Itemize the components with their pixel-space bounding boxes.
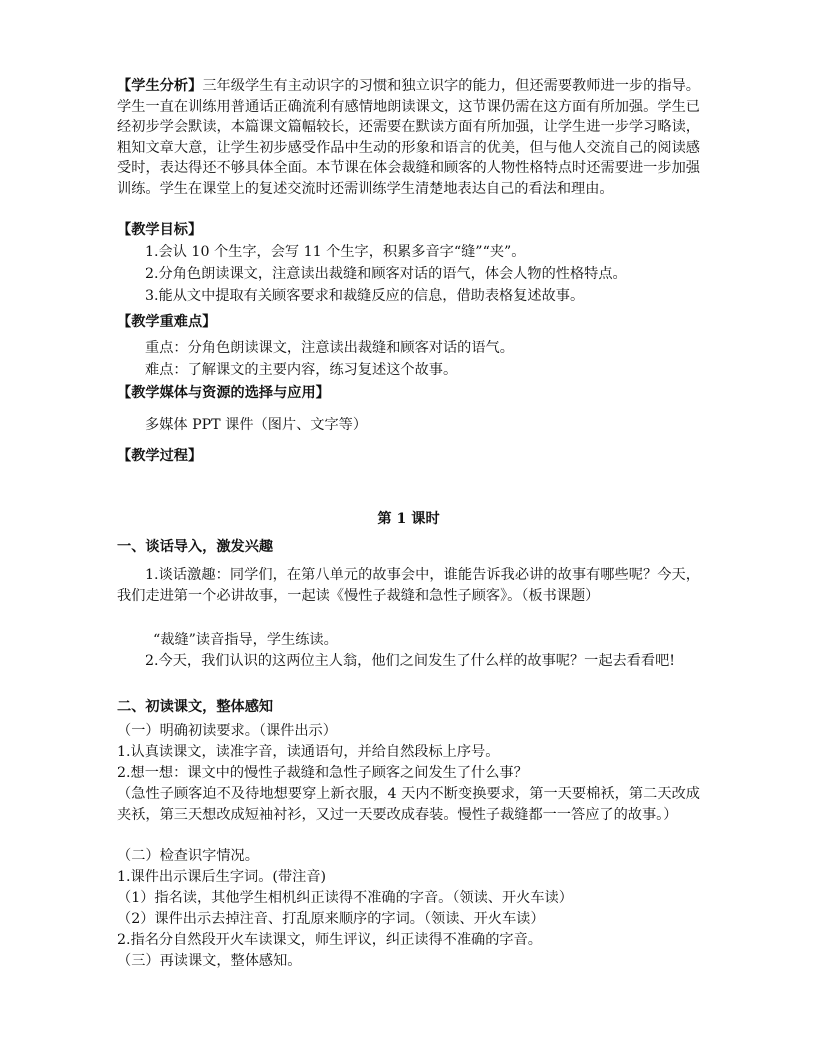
section2-line: 2.指名分自然段开火车读课文，师生评议，纠正读得不准确的字音。 [117,932,542,948]
section1-para2: “裁缝”读音指导，学生练读。 [153,632,338,648]
goals-heading: 【教学目标】 [117,222,203,238]
media-heading: 【教学媒体与资源的选择与应用】 [117,385,330,401]
section2-line: （2）课件出示去掉注音、打乱原来顺序的字词。（领读、开火车读） [117,911,545,927]
section2-line: （一）明确初读要求。（课件出示） [117,723,337,739]
section2-line: 1.认真读课文，读准字音，读通语句，并给自然段标上序号。 [117,744,500,760]
section2-line: 2.想一想：课文中的慢性子裁缝和急性子顾客之间发生了什么事？ [117,765,528,781]
student-analysis-text: 三年级学生有主动识字的习惯和独立识字的能力，但还需要教师进一步的指导。学生一直在训练用普通话正确流利有感情地朗读课文，这节课仍需在这方面有所加强。学生已经初步学会默读，本篇课文篇幅较长，还需要在默读方面有所加强，让学生进一步学习略读，粗知文章大意，让学生初步感受作品中生动的形象和语言的优美，但与他人交流自己的阅读感受时，表达得还不够具体全面。本节课在体会裁缝和顾客的人物性格特点时还需要进一步加强训练。学生在课堂上的复述交流时还需训练学生清楚地表达自己的看法和理由。 [117,78,700,197]
section2-line: （1）指名读，其他学生相机纠正读得不准确的字音。（领读、开火车读） [117,890,573,906]
section2-heading: 二、初读课文，整体感知 [117,699,274,715]
section2-line: 1.课件出示课后生字词。(带注音) [117,869,327,885]
section1-para3: 2.今天，我们认识的这两位主人翁，他们之间发生了什么样的故事呢？一起去看看吧! [145,653,675,669]
goal-item: 2.分角色朗读课文，注意读出裁缝和顾客对话的语气，体会人物的性格特点。 [145,266,627,282]
process-heading: 【教学过程】 [117,448,203,464]
section2-line: （三）再读课文，整体感知。 [117,953,302,969]
section2-line: （二）检查识字情况。 [117,848,259,864]
student-analysis-label: 【学生分析】 [117,78,203,94]
student-analysis [117,76,700,199]
section1-heading: 一、谈话导入，激发兴趣 [117,539,274,555]
keypoints-heading: 【教学重难点】 [117,314,217,330]
goal-item: 3.能从文中提取有关顾客要求和裁缝反应的信息，借助表格复述故事。 [145,288,585,304]
media-text: 多媒体 PPT 课件（图片、文字等） [145,417,368,433]
keypoint-difficult: 难点：了解课文的主要内容，练习复述这个故事。 [145,362,458,378]
lesson-title: 第 1 课时 [377,511,440,527]
goal-item: 1.会认 10 个生字，会写 11 个生字，积累多音字“缝”“夹”。 [145,244,526,260]
section2-line: （急性子顾客迫不及待地想要穿上新衣服，4 天内不断变换要求，第一天要棉袄，第二天改成夹袄，第三天想改成短袖衬衫，又过一天要改成春装。慢性子裁缝都一一答应了的故事。） [117,786,700,823]
keypoint-key: 重点：分角色朗读课文，注意读出裁缝和顾客对话的语气。 [145,340,514,356]
section1-para1: 1.谈话激趣：同学们，在第八单元的故事会中，谁能告诉我必讲的故事有哪些呢？今天，我们走进第一个必讲故事，一起读《慢性子裁缝和急性子顾客》。（板书课题） [117,567,700,604]
